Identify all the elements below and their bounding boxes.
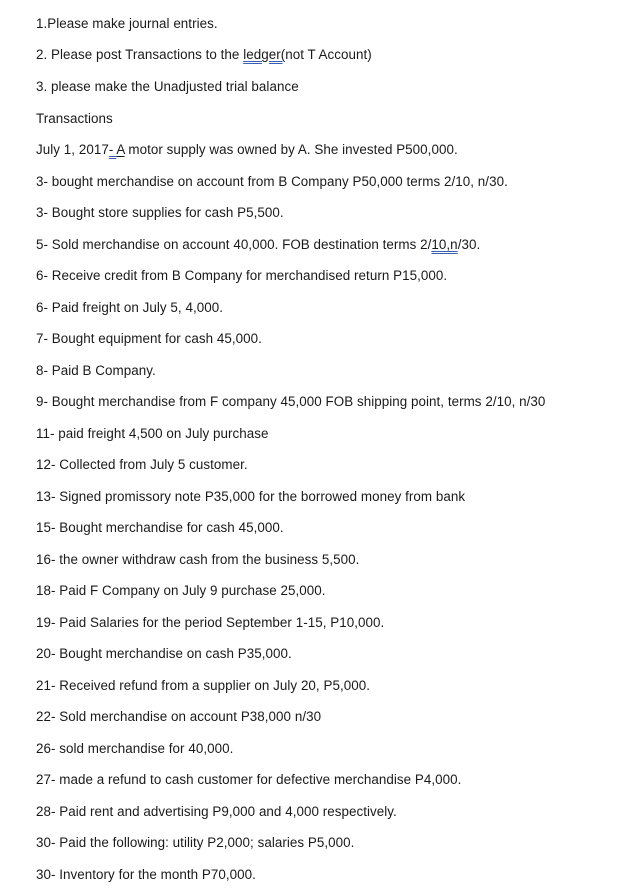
transaction-line: 19- Paid Salaries for the period September 1-15, P10,000. — [36, 615, 385, 630]
transaction-text: motor supply was owned by A. She invested P500,000. — [124, 142, 458, 157]
instruction-ledger-tail: not T Account) — [285, 47, 372, 62]
instruction-trial-balance: 3. please make the Unadjusted trial balance — [36, 79, 299, 94]
transaction-july-5 — [36, 236, 480, 254]
transaction-line: 30- Inventory for the month P70,000. — [36, 867, 256, 882]
transaction-line: 18- Paid F Company on July 9 purchase 25,000. — [36, 583, 326, 598]
transaction-line: 22- Sold merchandise on account P38,000 n/30 — [36, 709, 322, 724]
transaction-line: 13- Signed promissory note P35,000 for the borrowed money from bank — [36, 489, 466, 504]
transaction-line: 27- made a refund to cash customer for defective merchandise P4,000. — [36, 772, 462, 787]
transaction-line: 7- Bought equipment for cash 45,000. — [36, 331, 262, 346]
transaction-separator: - — [108, 142, 117, 157]
ledger-word: ledger( — [243, 47, 286, 62]
transaction-july-1 — [36, 141, 458, 159]
transactions-heading: Transactions — [36, 111, 113, 126]
transaction-line: 11- paid freight 4,500 on July purchase — [36, 426, 269, 441]
transaction-line: 12- Collected from July 5 customer. — [36, 457, 248, 472]
terms-underlined: 10,n — [431, 237, 458, 252]
transaction-date: July 1, 2017 — [36, 142, 109, 157]
transaction-line: 21- Received refund from a supplier on July 20, P5,000. — [36, 678, 370, 693]
transaction-line: 3- bought merchandise on account from B Company P50,000 terms 2/10, n/30. — [36, 174, 508, 189]
transaction-line: 30- Paid the following: utility P2,000; salaries P5,000. — [36, 835, 355, 850]
transaction-line: 6- Paid freight on July 5, 4,000. — [36, 300, 224, 315]
instruction-ledger-text: 2. Please post Transactions to the — [36, 47, 244, 62]
transaction-text-tail: /30. — [457, 237, 481, 252]
transaction-line: 16- the owner withdraw cash from the business 5,500. — [36, 552, 360, 567]
instruction-ledger — [36, 46, 372, 64]
transaction-line: 20- Bought merchandise on cash P35,000. — [36, 646, 292, 661]
transaction-a-word: A — [116, 142, 125, 157]
transaction-line: 6- Receive credit from B Company for merchandised return P15,000. — [36, 268, 448, 283]
transaction-line: 26- sold merchandise for 40,000. — [36, 741, 234, 756]
transaction-line: 3- Bought store supplies for cash P5,500. — [36, 205, 284, 220]
transaction-line: 28- Paid rent and advertising P9,000 and 4,000 respectively. — [36, 804, 397, 819]
transaction-text: 5- Sold merchandise on account 40,000. FOB destination terms 2/ — [36, 237, 432, 252]
transaction-line: 9- Bought merchandise from F company 45,000 FOB shipping point, terms 2/10, n/30 — [36, 394, 546, 409]
transaction-line: 15- Bought merchandise for cash 45,000. — [36, 520, 284, 535]
transaction-line: 8- Paid B Company. — [36, 363, 156, 378]
instruction-journal: 1.Please make journal entries. — [36, 16, 218, 31]
